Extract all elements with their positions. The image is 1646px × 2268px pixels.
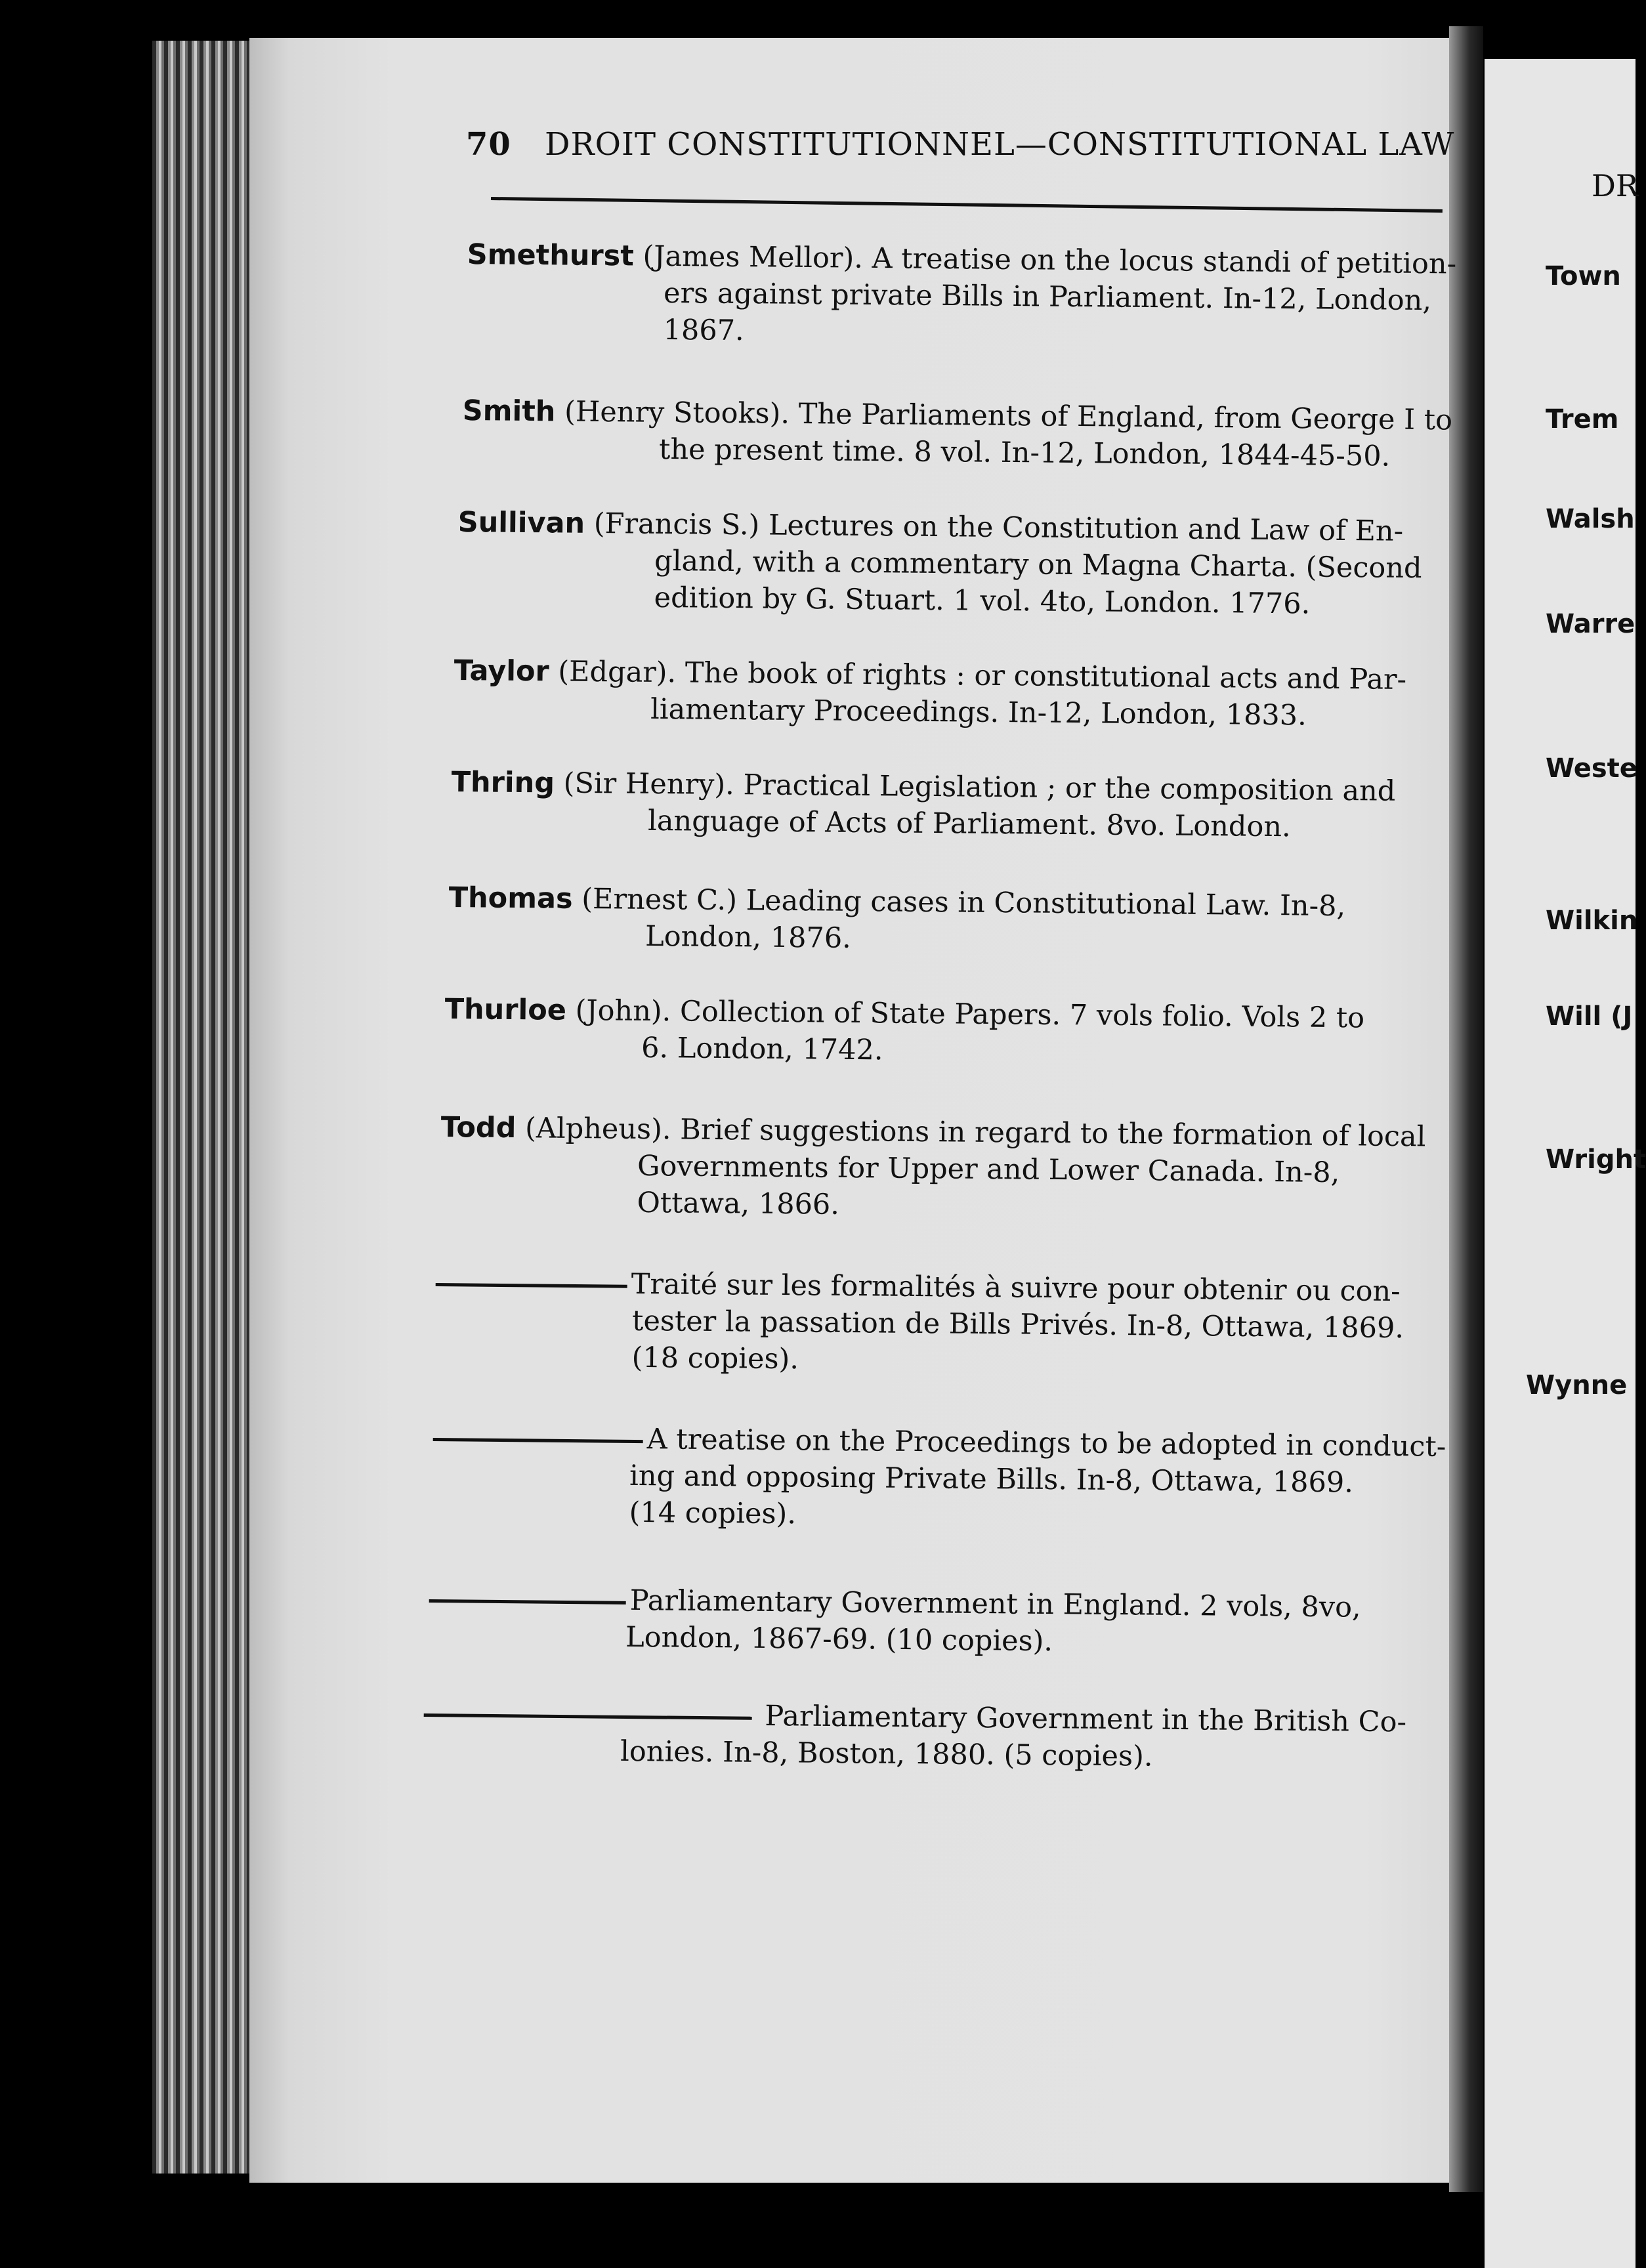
- facing-page-header: DR: [1592, 168, 1639, 203]
- ditto-entry: [434, 1264, 1460, 1384]
- page-number: 70: [466, 126, 511, 163]
- entry-line: tester la passation de Bills Privés. In-8, Ottawa, 1869.: [631, 1304, 1404, 1345]
- entry-first-line: Parliamentary Government in the British Co-: [755, 1699, 1407, 1739]
- ditto-entry: [432, 1419, 1457, 1539]
- ditto-dash: [433, 1437, 643, 1442]
- entry-line: ing and opposing Private Bills. In-8, Ottawa, 1869.: [629, 1459, 1354, 1500]
- entry-line: 1867.: [663, 313, 744, 348]
- entry-first-line: Parliamentary Government in England. 2 vols, 8vo,: [629, 1584, 1361, 1624]
- ditto-dash: [436, 1282, 627, 1288]
- entry-line: Governments for Upper and Lower Canada. In-8,: [637, 1149, 1340, 1190]
- entry-author: Thurloe: [444, 992, 567, 1027]
- entry-sullivan: [457, 504, 1482, 624]
- entry-first-line: (Alpheus). Brief suggestions in regard to the formation of local: [516, 1112, 1426, 1154]
- entry-line: the present time. 8 vol. In-12, London, 1844-45-50.: [658, 432, 1391, 473]
- entry-line: lonies. In-8, Boston, 1880. (5 copies).: [620, 1734, 1153, 1773]
- entry-line: (18 copies).: [631, 1341, 799, 1376]
- entry-first-line: (Edgar). The book of rights : or constitutional acts and Par-: [549, 655, 1407, 696]
- facing-entry: Wynne: [1526, 1370, 1628, 1400]
- facing-entry: Wilkin: [1546, 906, 1638, 936]
- entry-line: Ottawa, 1866.: [637, 1186, 840, 1221]
- entry-author: Smith: [462, 394, 556, 429]
- entry-line: London, 1876.: [644, 919, 852, 955]
- entry-thomas: [448, 879, 1473, 963]
- entry-author: Thring: [451, 765, 555, 800]
- entry-first-line: (Francis S.) Lectures on the Constitution and Law of En-: [584, 507, 1404, 548]
- entry-taylor: [454, 652, 1478, 736]
- entry-line: language of Acts of Parliament. 8vo. London.: [647, 804, 1291, 844]
- facing-entry: Weste: [1546, 753, 1637, 784]
- entry-first-line: (Sir Henry). Practical Legislation ; or the composition and: [554, 766, 1396, 808]
- entry-line: London, 1867-69. (10 copies).: [625, 1620, 1053, 1658]
- entry-line: 6. London, 1742.: [641, 1031, 883, 1067]
- page-title: DROIT CONSTITUTIONNEL—CONSTITUTIONAL LAW: [545, 126, 1455, 163]
- entry-first-line: Traité sur les formalités à suivre pour obtenir ou con-: [631, 1267, 1401, 1309]
- entry-line: (14 copies).: [629, 1496, 797, 1531]
- facing-entry: Walsh: [1546, 504, 1635, 534]
- facing-entry: Town: [1546, 261, 1621, 291]
- entry-author: Taylor: [454, 654, 549, 688]
- entry-first-line: (John). Collection of State Papers. 7 vols folio. Vols 2 to: [566, 994, 1365, 1035]
- facing-entry: Wright: [1546, 1144, 1646, 1175]
- entry-author: Thomas: [448, 881, 573, 915]
- ditto-entry: [423, 1694, 1448, 1778]
- entry-author: Smethurst: [467, 238, 635, 273]
- running-header: [466, 126, 1455, 185]
- ditto-dash: [429, 1599, 626, 1604]
- ditto-entry: [429, 1580, 1453, 1664]
- facing-entry: Trem: [1546, 404, 1619, 434]
- entry-todd: [440, 1109, 1465, 1229]
- entry-author: Todd: [440, 1110, 517, 1145]
- entry-smethurst: [466, 236, 1491, 356]
- entry-first-line: (Ernest C.) Leading cases in Constitutional Law. In-8,: [572, 882, 1346, 923]
- entry-line: edition by G. Stuart. 1 vol. 4to, London. 1776.: [654, 581, 1311, 621]
- page-sheet: [249, 38, 1483, 2183]
- ditto-dash: [424, 1713, 752, 1719]
- entry-first-line: (James Mellor). A treatise on the locus standi of petition-: [633, 240, 1457, 281]
- entry-line: ers against private Bills in Parliament. In-12, London,: [663, 276, 1432, 318]
- entry-line: gland, with a commentary on Magna Charta. (Second: [654, 544, 1422, 585]
- entry-first-line: (Henry Stooks). The Parliaments of England, from George I to: [555, 395, 1453, 437]
- entry-smith: [462, 392, 1487, 476]
- entry-thring: [451, 764, 1475, 847]
- facing-entry: Will (J: [1546, 1001, 1633, 1032]
- facing-entry: Warre: [1546, 609, 1635, 639]
- entry-line: liamentary Proceedings. In-12, London, 1833.: [650, 692, 1307, 732]
- page-edge-stack: [152, 41, 251, 2174]
- entry-first-line: A treatise on the Proceedings to be adopted in conduct-: [646, 1423, 1446, 1463]
- entry-author: Sullivan: [457, 505, 585, 540]
- entry-thurloe: [444, 991, 1469, 1074]
